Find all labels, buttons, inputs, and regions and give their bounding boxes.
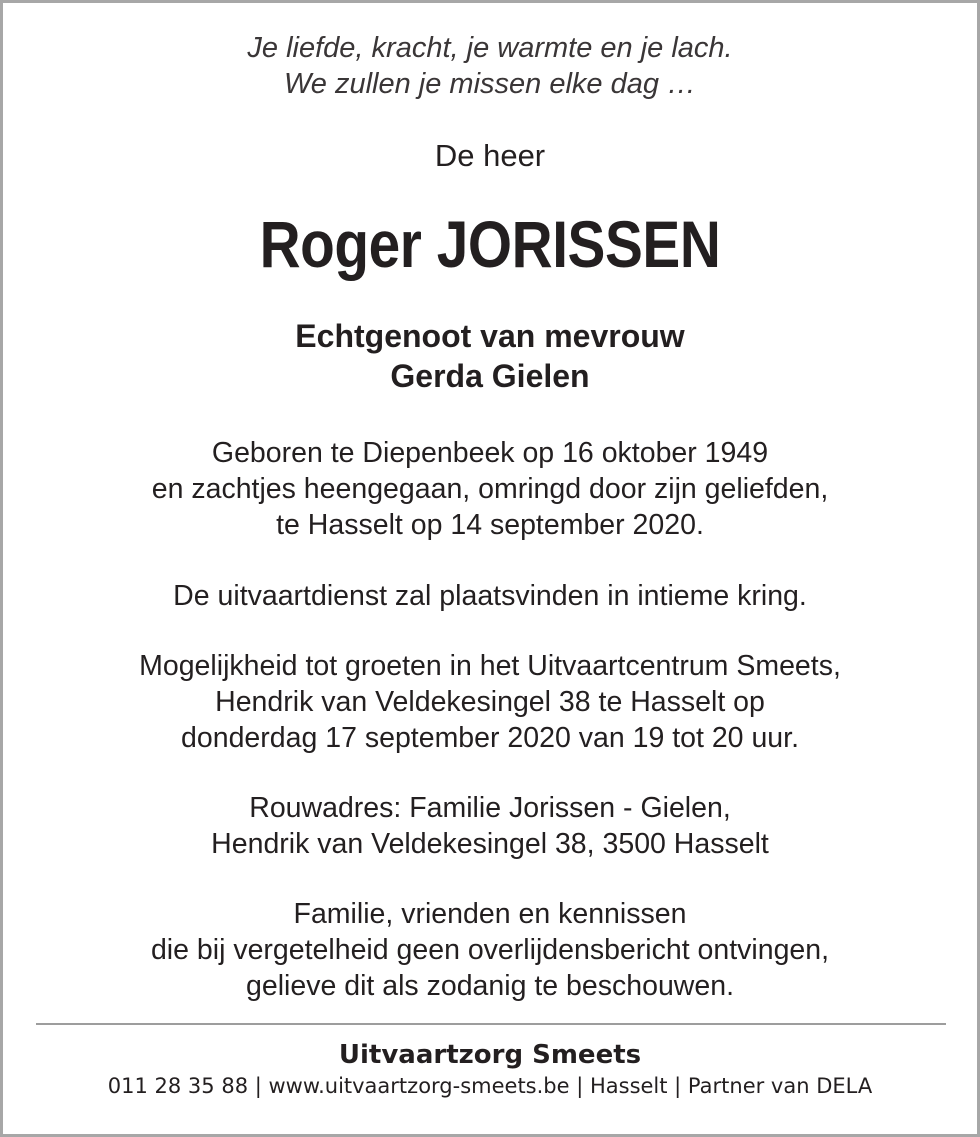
- spouse-line-1: Echtgenoot van mevrouw: [295, 318, 685, 354]
- address-line-1: Rouwadres: Familie Jorissen - Gielen,: [249, 792, 731, 824]
- honorific: De heer: [434, 138, 546, 173]
- motto: [0, 30, 980, 102]
- notice-paragraph: [0, 896, 980, 1004]
- spouse-line-2: Gerda Gielen: [390, 358, 590, 394]
- mourning-address: [0, 790, 980, 862]
- motto-line-1: Je liefde, kracht, je warmte en je lach.: [247, 32, 733, 64]
- birth-death-paragraph: [0, 435, 980, 543]
- service-line: De uitvaartdienst zal plaatsvinden in intieme kring.: [173, 580, 807, 612]
- condolences-line-2: Hendrik van Veldekesingel 38 te Hasselt op: [215, 686, 765, 718]
- notice-line-2: die bij vergetelheid geen overlijdensbericht ontvingen,: [150, 934, 830, 966]
- funeral-home-name: Uitvaartzorg Smeets: [338, 1040, 642, 1070]
- condolences-paragraph: [0, 648, 980, 756]
- spouse-info: [0, 316, 980, 396]
- motto-line-2: We zullen je missen elke dag …: [283, 68, 697, 100]
- footer-divider: [36, 1023, 946, 1025]
- notice-line-1: Familie, vrienden en kennissen: [293, 898, 687, 930]
- deceased-name: Roger JORISSEN: [259, 207, 721, 281]
- death-place-line: te Hasselt op 14 september 2020.: [276, 509, 704, 541]
- birth-line: Geboren te Diepenbeek op 16 oktober 1949: [211, 437, 769, 469]
- service-paragraph: [0, 578, 980, 614]
- passing-line: en zachtjes heengegaan, omringd door zijn geliefden,: [151, 473, 829, 505]
- condolences-line-1: Mogelijkheid tot groeten in het Uitvaartcentrum Smeets,: [139, 650, 841, 682]
- address-line-2: Hendrik van Veldekesingel 38, 3500 Hasselt: [211, 828, 769, 860]
- condolences-line-3: donderdag 17 september 2020 van 19 tot 20 uur.: [181, 722, 799, 754]
- funeral-home-contact: 011 28 35 88 | www.uitvaartzorg-smeets.be | Hasselt | Partner van DELA: [107, 1074, 873, 1098]
- notice-line-3: gelieve dit als zodanig te beschouwen.: [246, 970, 734, 1002]
